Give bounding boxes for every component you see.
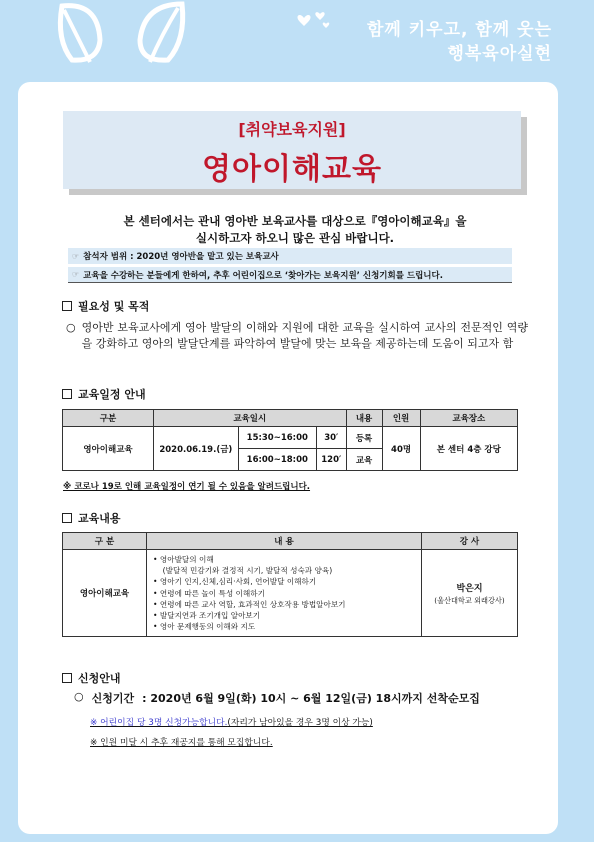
table-cell: 40명 xyxy=(382,427,420,471)
slogan-line2: 행복육아실현 xyxy=(447,44,552,64)
leaf-icon xyxy=(132,0,192,70)
intro-line1: 본 센터에서는 관내 영아반 보육교사를 대상으로『영아이해교육』을 xyxy=(123,214,467,228)
section-content-title xyxy=(62,510,121,526)
circle-bullet-icon: ○ xyxy=(66,321,76,334)
table-header: 구 분 xyxy=(63,533,147,550)
checkbox-square-icon xyxy=(62,301,72,311)
note-item xyxy=(68,248,512,264)
content-table xyxy=(62,532,518,637)
list-item: (발달적 민감기와 결정적 시기, 발달적 성숙과 양육) xyxy=(153,566,333,576)
list-item: • 발달지연과 조기개입 알아보기 xyxy=(153,611,261,621)
apply-period xyxy=(74,690,480,706)
table-header: 교육일시 xyxy=(154,410,347,427)
table-header: 교육장소 xyxy=(420,410,517,427)
intro-line2: 실시하고자 하오니 많은 관심 바랍니다. xyxy=(195,231,395,245)
section-apply-title xyxy=(62,670,121,686)
title-subtitle: [취약보육지원] xyxy=(238,120,346,139)
lecturer-name: 박은지 xyxy=(456,583,483,594)
table-cell: 15:30~16:00 xyxy=(238,427,316,449)
title-box xyxy=(63,111,521,189)
section-label: 필요성 및 목적 xyxy=(78,300,150,313)
table-row xyxy=(63,427,518,449)
table-header: 내 용 xyxy=(147,533,422,550)
circle-bullet-icon: ○ xyxy=(74,690,84,703)
table-header: 인원 xyxy=(382,410,420,427)
table-header-row xyxy=(63,533,518,550)
table-cell: 교육 xyxy=(346,449,382,471)
notes-box xyxy=(68,248,512,283)
table-cell: 본 센터 4층 강당 xyxy=(420,427,517,471)
pointing-hand-icon: ☞ xyxy=(72,251,80,261)
lecturer-org: (울산대학교 외래강사) xyxy=(434,595,505,605)
schedule-table xyxy=(62,409,518,471)
pointing-hand-icon: ☞ xyxy=(72,270,80,279)
table-row xyxy=(63,550,518,637)
table-cell: 30′ xyxy=(316,427,346,449)
note-item xyxy=(68,267,512,283)
apply-label: 신청기간 xyxy=(91,692,135,705)
apply-note-1-rest: (자리가 남아있을 경우 3명 이상 가능) xyxy=(227,718,373,728)
section-schedule-title xyxy=(62,386,146,402)
checkbox-square-icon xyxy=(62,513,72,523)
table-cell xyxy=(422,550,518,637)
slogan xyxy=(367,18,552,66)
table-cell: 120′ xyxy=(316,449,346,471)
checkbox-square-icon xyxy=(62,673,72,683)
leaf-icon xyxy=(50,0,110,70)
apply-text: : 2020년 6월 9일(화) 10시 ~ 6월 12일(금) 18시까지 선착순모집 xyxy=(142,692,480,705)
purpose-text: 영아반 보육교사에게 영아 발달의 이해와 지원에 대한 교육을 실시하여 교사의 전문적인 역량을 강화하고 영아의 발달단계를 파악하여 발달에 맞는 보육을 제공하는데 도움이 되고자 함 xyxy=(81,321,528,350)
table-cell: 2020.06.19.(금) xyxy=(154,427,239,471)
table-header: 내용 xyxy=(346,410,382,427)
purpose-paragraph xyxy=(66,320,528,352)
table-header-row xyxy=(63,410,518,427)
note-text: 참석자 범위 : 2020년 영아반을 맡고 있는 보육교사 xyxy=(83,252,279,262)
apply-note-1 xyxy=(90,715,373,728)
apply-note-2: ※ 인원 미달 시 추후 재공지를 통해 모집합니다. xyxy=(90,738,273,748)
table-header: 강 사 xyxy=(422,533,518,550)
list-item: • 연령에 따른 놀이 특성 이해하기 xyxy=(153,588,265,598)
apply-note-1-highlight: ※ 어린이집 당 3명 신청가능합니다. xyxy=(90,718,228,728)
content-list xyxy=(147,550,422,637)
hearts-icon xyxy=(296,6,336,36)
list-item: • 영아 문제행동의 이해와 지도 xyxy=(153,622,256,632)
page-title: 영아이해교육 xyxy=(202,152,382,187)
intro-text xyxy=(70,213,520,247)
section-label: 교육내용 xyxy=(78,512,121,525)
header xyxy=(0,0,594,90)
list-item: • 영아기 인지,신체,심리·사회, 언어발달 이해하기 xyxy=(153,577,317,587)
table-cell: 등록 xyxy=(346,427,382,449)
checkbox-square-icon xyxy=(62,389,72,399)
list-item: • 연령에 따른 교사 역할, 효과적인 상호작용 방법알아보기 xyxy=(153,599,346,609)
section-label: 교육일정 안내 xyxy=(78,388,146,401)
slogan-line1: 함께 키우고, 함께 웃는 xyxy=(366,20,552,40)
section-label: 신청안내 xyxy=(78,672,121,685)
section-purpose-title xyxy=(62,298,149,314)
table-header: 구분 xyxy=(63,410,154,427)
list-item: • 영아발달의 이해 xyxy=(153,555,214,564)
note-text: 교육을 수강하는 분들에게 한하여, 추후 어린이집으로 ‘찾아가는 보육지원’ 신청기회를 드립니다. xyxy=(83,270,443,281)
table-cell: 16:00~18:00 xyxy=(238,449,316,471)
table-cell: 영아이해교육 xyxy=(63,550,147,637)
covid-note: ※ 코로나 19로 인해 교육일정이 연기 될 수 있음을 알려드립니다. xyxy=(63,482,311,492)
table-cell: 영아이해교육 xyxy=(63,427,154,471)
